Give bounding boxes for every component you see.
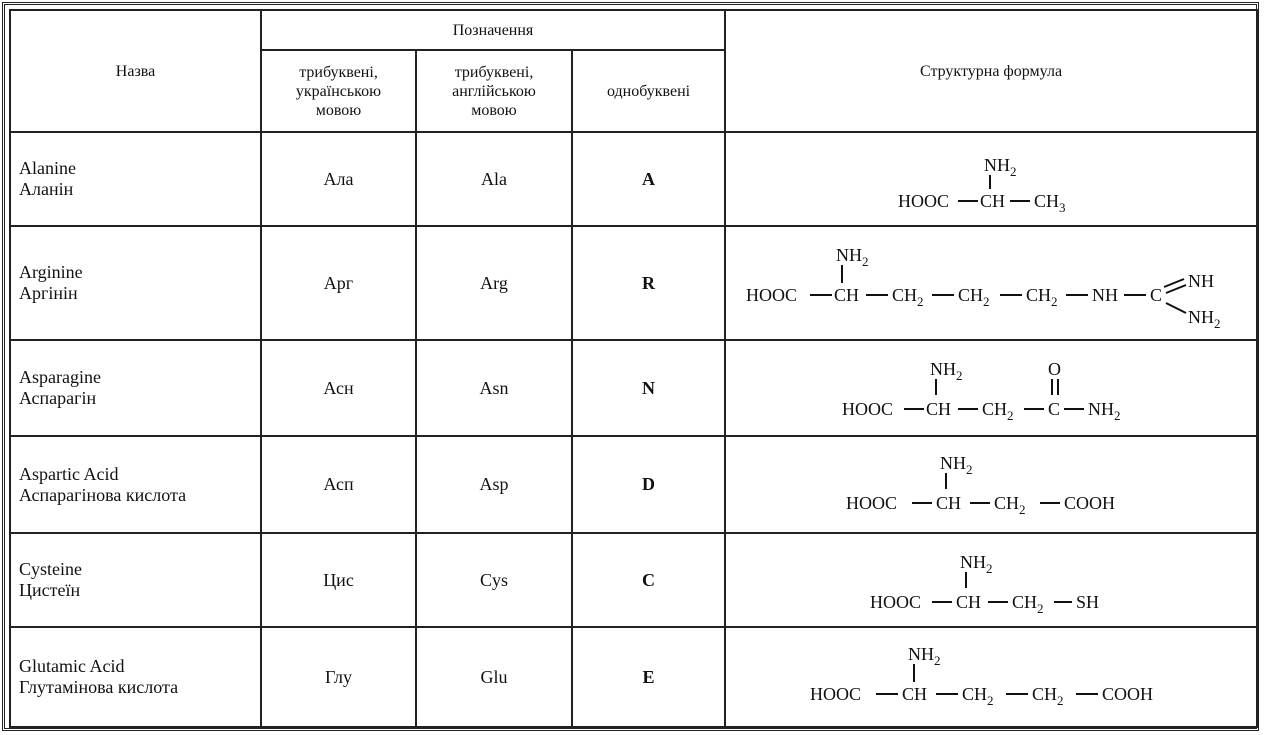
name-ua: Аспарагін [19, 388, 97, 408]
formula-hooc: HOOC [810, 684, 862, 704]
formula-ch2: $CH_2$ [962, 684, 994, 708]
code-en: Arg [416, 226, 572, 340]
structural-formula [725, 627, 1257, 727]
code-ua: Глу [261, 627, 416, 727]
formula-c: C [1048, 399, 1061, 419]
header-structure: Структурна формула [725, 10, 1257, 132]
formula-ch: CH [834, 285, 860, 305]
name-en: Glutamic Acid [19, 656, 125, 676]
formula-nh2: $NH_2$ [836, 245, 869, 269]
formula-ch2: $CH_2$ [982, 399, 1014, 423]
name-en: Asparagine [19, 367, 101, 387]
table-row [10, 436, 1257, 533]
code-one: D [572, 436, 725, 533]
formula-glutamic-acid [726, 628, 1256, 726]
header-designation: Позначення [261, 10, 725, 50]
formula-ch2: $CH_2$ [892, 285, 924, 309]
code-ua: Арг [261, 226, 416, 340]
formula-ch2: $CH_2$ [958, 285, 990, 309]
amino-acid-table [9, 9, 1258, 728]
formula-ch: CH [956, 592, 982, 612]
formula-ch3: $CH_3$ [1034, 191, 1066, 215]
code-one: R [572, 226, 725, 340]
structural-formula [725, 340, 1257, 436]
formula-ch2: $CH_2$ [1032, 684, 1064, 708]
code-ua: Асп [261, 436, 416, 533]
header-three-letter-ua [261, 50, 416, 132]
formula-nh2: $NH_2$ [940, 453, 973, 477]
header-row-1 [10, 10, 1257, 50]
header-one-letter: однобуквені [572, 50, 725, 132]
formula-nh2: $NH_2$ [930, 359, 963, 383]
formula-hooc: HOOC [746, 285, 798, 305]
code-ua: Цис [261, 533, 416, 627]
amino-name-cell [10, 340, 261, 436]
formula-nh: NH [1092, 285, 1119, 305]
formula-ch: CH [902, 684, 928, 704]
formula-hooc: HOOC [842, 399, 894, 419]
name-en: Cysteine [19, 559, 82, 579]
header-en-line-2: англійською [452, 82, 536, 100]
amino-name-cell [10, 533, 261, 627]
formula-hooc: HOOC [846, 493, 898, 513]
formula-ch: CH [980, 191, 1006, 211]
name-ua: Аргінін [19, 283, 78, 303]
table-row [10, 132, 1257, 226]
formula-cooh: COOH [1064, 493, 1116, 513]
name-ua: Цистеїн [19, 580, 81, 600]
amino-name-cell [10, 436, 261, 533]
code-en: Asp [416, 436, 572, 533]
amino-name-cell [10, 627, 261, 727]
header-name: Назва [10, 10, 261, 132]
formula-nh2: $NH_2$ [1088, 399, 1121, 423]
formula-nh: NH [1188, 271, 1215, 291]
formula-ch: CH [926, 399, 952, 419]
header-ua-line-3: мовою [315, 101, 362, 119]
code-ua: Ала [261, 132, 416, 226]
amino-name-cell [10, 226, 261, 340]
table-row [10, 340, 1257, 436]
bond [1166, 303, 1186, 313]
table-row [10, 533, 1257, 627]
code-en: Cys [416, 533, 572, 627]
formula-hooc: HOOC [870, 592, 922, 612]
formula-asparagine [726, 341, 1256, 435]
name-en: Aspartic Acid [19, 463, 119, 484]
formula-o: O [1048, 359, 1062, 379]
formula-sh: SH [1076, 592, 1100, 612]
header-en-line-3: мовою [471, 101, 517, 119]
structural-formula [725, 226, 1257, 340]
formula-alanine [726, 133, 1256, 225]
code-en: Asn [416, 340, 572, 436]
name-ua: Глутамінова кислота [19, 677, 179, 697]
double-bond [1166, 285, 1186, 293]
formula-ch: CH [936, 493, 962, 513]
double-bond [1164, 279, 1184, 287]
code-one: N [572, 340, 725, 436]
formula-nh2: $NH_2$ [984, 155, 1017, 179]
header-en-line-1: трибуквені, [454, 63, 534, 81]
code-ua: Асн [261, 340, 416, 436]
header-ua-line-2: українською [295, 82, 382, 100]
header-ua-line-1: трибуквені, [299, 63, 378, 81]
name-ua: Аспарагінова кислота [19, 484, 187, 505]
formula-ch2: $CH_2$ [994, 493, 1026, 517]
formula-nh2: $NH_2$ [908, 644, 941, 668]
header-three-letter-en [416, 50, 572, 132]
name-en: Alanine [19, 158, 76, 178]
code-one: C [572, 533, 725, 627]
formula-ch2: $CH_2$ [1026, 285, 1058, 309]
formula-cooh: COOH [1102, 684, 1154, 704]
code-one: E [572, 627, 725, 727]
structural-formula [725, 436, 1257, 533]
formula-nh2: $NH_2$ [1188, 307, 1221, 331]
code-one: A [572, 132, 725, 226]
formula-c: C [1150, 285, 1163, 305]
name-ua: Аланін [19, 179, 74, 199]
table-row [10, 627, 1257, 727]
code-en: Ala [416, 132, 572, 226]
formula-aspartic-acid [726, 437, 1256, 532]
formula-nh2: $NH_2$ [960, 552, 993, 576]
structural-formula [725, 132, 1257, 226]
structural-formula [725, 533, 1257, 627]
formula-ch2: $CH_2$ [1012, 592, 1044, 616]
formula-cysteine [726, 534, 1256, 626]
table-row [10, 226, 1257, 340]
formula-arginine [726, 227, 1256, 339]
formula-hooc: HOOC [898, 191, 950, 211]
amino-name-cell [10, 132, 261, 226]
name-en: Arginine [19, 262, 83, 282]
code-en: Glu [416, 627, 572, 727]
